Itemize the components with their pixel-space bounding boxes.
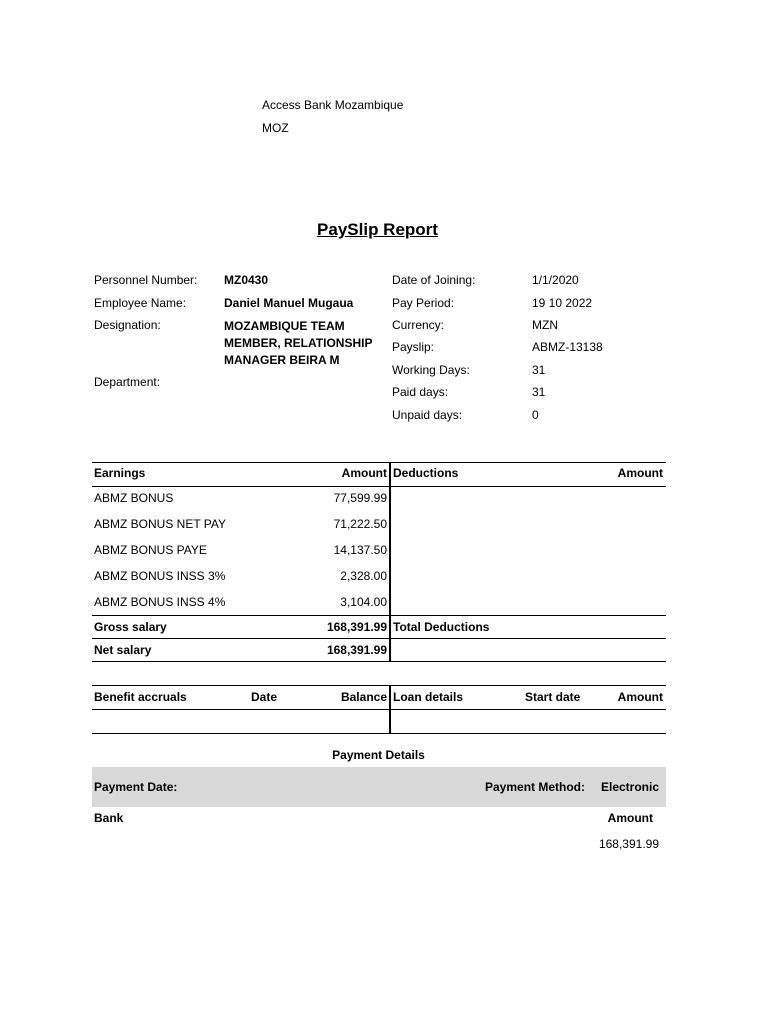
loan-details-header: Loan details — [393, 690, 464, 704]
earnings-table-bottom-rule — [92, 661, 666, 662]
earning-name: ABMZ BONUS — [94, 491, 174, 505]
currency-value: MZN — [532, 318, 558, 332]
benefits-table-top-rule — [92, 685, 666, 686]
bank-header: Bank — [94, 811, 124, 825]
benefits-table-bottom-rule — [92, 733, 666, 734]
earning-amount: 14,137.50 — [333, 543, 387, 557]
total-deductions-label: Total Deductions — [393, 620, 490, 634]
designation-value: MOZAMBIQUE TEAM MEMBER, RELATIONSHIP MANAGER BEIRA M — [224, 319, 373, 367]
unpaid-days-value: 0 — [532, 408, 539, 422]
working-days-label: Working Days: — [392, 363, 470, 377]
payment-date-label: Payment Date: — [94, 780, 178, 794]
earnings-header-rule — [92, 486, 666, 487]
working-days-value: 31 — [532, 363, 546, 377]
personnel-number-label: Personnel Number: — [94, 273, 198, 287]
payment-details-title: Payment Details — [332, 748, 425, 762]
pay-period-label: Pay Period: — [392, 296, 455, 310]
earning-name: ABMZ BONUS PAYE — [94, 543, 207, 557]
currency-label: Currency: — [392, 318, 445, 332]
earning-amount: 3,104.00 — [340, 595, 387, 609]
benefit-accruals-header: Benefit accruals — [94, 690, 187, 704]
date-of-joining-value: 1/1/2020 — [532, 273, 579, 287]
net-salary-label: Net salary — [94, 643, 152, 657]
benefits-divider — [389, 685, 391, 733]
report-title: PaySlip Report — [317, 220, 438, 239]
company-name: Access Bank Mozambique — [262, 98, 404, 112]
earning-amount: 77,599.99 — [333, 491, 387, 505]
employee-name-value: Daniel Manuel Mugaua — [224, 296, 354, 310]
loan-start-date-header: Start date — [525, 690, 581, 704]
deductions-header: Deductions — [393, 466, 459, 480]
payslip-label: Payslip: — [392, 340, 435, 354]
earnings-table-top-rule — [92, 462, 666, 463]
net-salary-amount: 168,391.99 — [326, 643, 387, 657]
earnings-amount-header: Amount — [341, 466, 387, 480]
gross-top-rule — [92, 615, 666, 616]
deductions-amount-header: Amount — [617, 466, 663, 480]
paid-days-label: Paid days: — [392, 385, 449, 399]
department-label: Department: — [94, 375, 161, 389]
earnings-header: Earnings — [94, 466, 146, 480]
earnings-divider — [389, 462, 391, 661]
unpaid-days-label: Unpaid days: — [392, 408, 463, 422]
personnel-number-value: MZ0430 — [224, 273, 269, 287]
net-top-rule — [92, 638, 666, 639]
gross-salary-label: Gross salary — [94, 620, 167, 634]
earning-amount: 2,328.00 — [340, 569, 387, 583]
earning-name: ABMZ BONUS INSS 3% — [94, 569, 226, 583]
payment-amount-header: Amount — [607, 811, 653, 825]
company-country: MOZ — [262, 121, 289, 135]
earning-amount: 71,222.50 — [333, 517, 387, 531]
employee-name-label: Employee Name: — [94, 296, 187, 310]
designation-label: Designation: — [94, 318, 161, 332]
benefits-header-rule — [92, 709, 666, 710]
paid-days-value: 31 — [532, 385, 546, 399]
payment-method-label: Payment Method: — [485, 780, 586, 794]
gross-salary-amount: 168,391.99 — [326, 620, 387, 634]
payment-method-value: Electronic — [601, 780, 660, 794]
benefit-balance-header: Balance — [340, 690, 387, 704]
earning-name: ABMZ BONUS NET PAY — [94, 517, 227, 531]
payslip-value: ABMZ-13138 — [532, 340, 603, 354]
payment-amount-value: 168,391.99 — [598, 837, 659, 851]
loan-amount-header: Amount — [617, 690, 663, 704]
date-of-joining-label: Date of Joining: — [392, 273, 476, 287]
benefit-date-header: Date — [251, 690, 278, 704]
pay-period-value: 19 10 2022 — [532, 296, 593, 310]
earning-name: ABMZ BONUS INSS 4% — [94, 595, 226, 609]
